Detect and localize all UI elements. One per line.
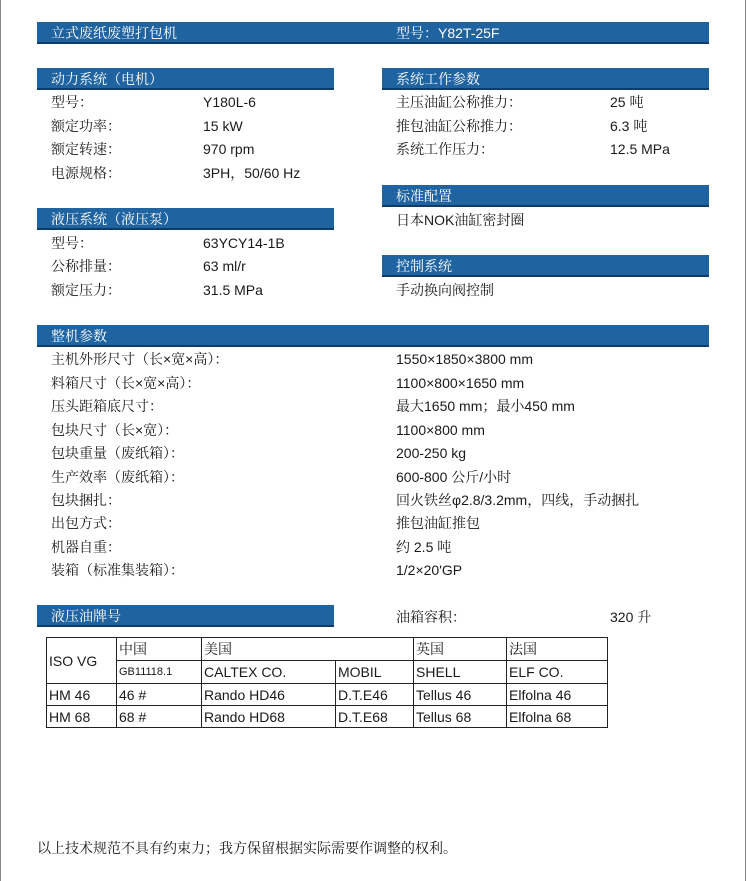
hydraulic-label: 型号： <box>51 235 93 251</box>
table-cell: Rando HD46 <box>202 684 336 706</box>
work-label: 系统工作压力： <box>396 141 494 157</box>
machine-value: 约 2.5 吨 <box>396 539 452 555</box>
table-cell: D.T.E46 <box>336 684 414 706</box>
header-bar <box>37 22 709 44</box>
machine-label: 机器自重： <box>51 539 121 555</box>
table-row <box>47 684 608 706</box>
hydraulic-label: 额定压力： <box>51 282 121 298</box>
machine-label: 包块尺寸（长×宽）： <box>51 422 179 438</box>
work-section-header <box>382 68 709 90</box>
brand-cell: CALTEX CO. <box>202 661 336 684</box>
table-cell: Tellus 46 <box>414 684 507 706</box>
machine-value: 1/2×20'GP <box>396 562 463 578</box>
power-label: 电源规格： <box>51 165 121 181</box>
machine-value: 1100×800×1650 mm <box>396 375 525 391</box>
standard-section-title: 标准配置 <box>396 188 452 204</box>
machine-label: 包块重量（废纸箱）： <box>51 445 184 461</box>
footer-note: 以上技术规范不具有约束力；我方保留根据实际需要作调整的权利。 <box>37 840 457 856</box>
hydraulic-section-title: 液压系统（液压泵） <box>51 211 177 227</box>
hydraulic-section-header <box>37 208 334 230</box>
machine-value: 1550×1850×3800 mm <box>396 351 533 367</box>
machine-value: 600-800 公斤/小时 <box>396 469 512 485</box>
machine-label: 主机外形尺寸（长×宽×高）： <box>51 351 229 367</box>
machine-section-header <box>37 325 709 347</box>
table-cell: D.T.E68 <box>336 706 414 728</box>
control-section-title: 控制系统 <box>396 258 452 274</box>
table-row <box>47 661 608 684</box>
hydraulic-value: 31.5 MPa <box>203 282 263 298</box>
table-cell: 68 # <box>117 706 202 728</box>
work-label: 推包油缸公称推力： <box>396 118 522 134</box>
iso-header: ISO VG <box>47 638 117 684</box>
machine-label: 生产效率（废纸箱）： <box>51 469 184 485</box>
country-cell: 中国 <box>117 638 202 661</box>
table-cell: 46 # <box>117 684 202 706</box>
page-border-right <box>745 0 746 881</box>
page-border-left <box>0 0 1 881</box>
work-value: 6.3 吨 <box>610 118 648 134</box>
machine-value: 200-250 kg <box>396 445 467 461</box>
power-section-title: 动力系统（电机） <box>51 71 163 87</box>
power-label: 额定转速： <box>51 141 121 157</box>
machine-value: 回火铁丝φ2.8/3.2mm，四线，手动捆扎 <box>396 492 640 508</box>
table-cell: Rando HD68 <box>202 706 336 728</box>
control-section-header <box>382 255 709 277</box>
standard-text: 日本NOK油缸密封圈 <box>396 212 525 228</box>
country-cell: 美国 <box>202 638 414 661</box>
machine-label: 包块捆扎： <box>51 492 121 508</box>
table-cell: Elfolna 46 <box>507 684 608 706</box>
power-label: 型号： <box>51 94 93 110</box>
machine-label: 料箱尺寸（长×宽×高）： <box>51 375 201 391</box>
oil-section-header <box>37 605 334 627</box>
hydraulic-label: 公称排量： <box>51 258 121 274</box>
machine-section-title: 整机参数 <box>51 328 107 344</box>
brand-cell: SHELL <box>414 661 507 684</box>
machine-label: 出包方式： <box>51 515 121 531</box>
table-cell: HM 46 <box>47 684 117 706</box>
country-cell: 英国 <box>414 638 507 661</box>
brand-cell: MOBIL <box>336 661 414 684</box>
product-title: 立式废纸废塑打包机 <box>51 25 177 41</box>
machine-value: 最大1650 mm；最小450 mm <box>396 398 575 414</box>
product-model: 型号：Y82T-25F <box>396 25 500 41</box>
work-label: 主压油缸公称推力： <box>396 94 522 110</box>
table-cell: HM 68 <box>47 706 117 728</box>
oil-section-title: 液压油牌号 <box>51 608 121 624</box>
work-section-title: 系统工作参数 <box>396 71 480 87</box>
table-row <box>47 638 608 661</box>
brand-cell: ELF CO. <box>507 661 608 684</box>
machine-value: 推包油缸推包 <box>396 515 480 531</box>
brand-cell: GB11118.1 <box>117 661 202 684</box>
tank-value: 320 升 <box>610 609 652 625</box>
power-section-header <box>37 68 334 90</box>
power-value: 3PH，50/60 Hz <box>203 165 301 181</box>
country-cell: 法国 <box>507 638 608 661</box>
power-value: Y180L-6 <box>203 94 256 110</box>
table-row <box>47 706 608 728</box>
hydraulic-value: 63 ml/r <box>203 258 246 274</box>
power-value: 970 rpm <box>203 141 255 157</box>
standard-section-header <box>382 185 709 207</box>
machine-label: 装箱（标准集装箱）： <box>51 562 184 578</box>
work-value: 25 吨 <box>610 94 644 110</box>
power-label: 额定功率： <box>51 118 121 134</box>
oil-table <box>46 637 608 728</box>
control-text: 手动换向阀控制 <box>396 282 494 298</box>
hydraulic-value: 63YCY14-1B <box>203 235 285 251</box>
power-value: 15 kW <box>203 118 243 134</box>
table-cell: Tellus 68 <box>414 706 507 728</box>
tank-label: 油箱容积： <box>396 609 466 625</box>
machine-label: 压头距箱底尺寸： <box>51 398 163 414</box>
table-cell: Elfolna 68 <box>507 706 608 728</box>
work-value: 12.5 MPa <box>610 141 670 157</box>
machine-value: 1100×800 mm <box>396 422 485 438</box>
